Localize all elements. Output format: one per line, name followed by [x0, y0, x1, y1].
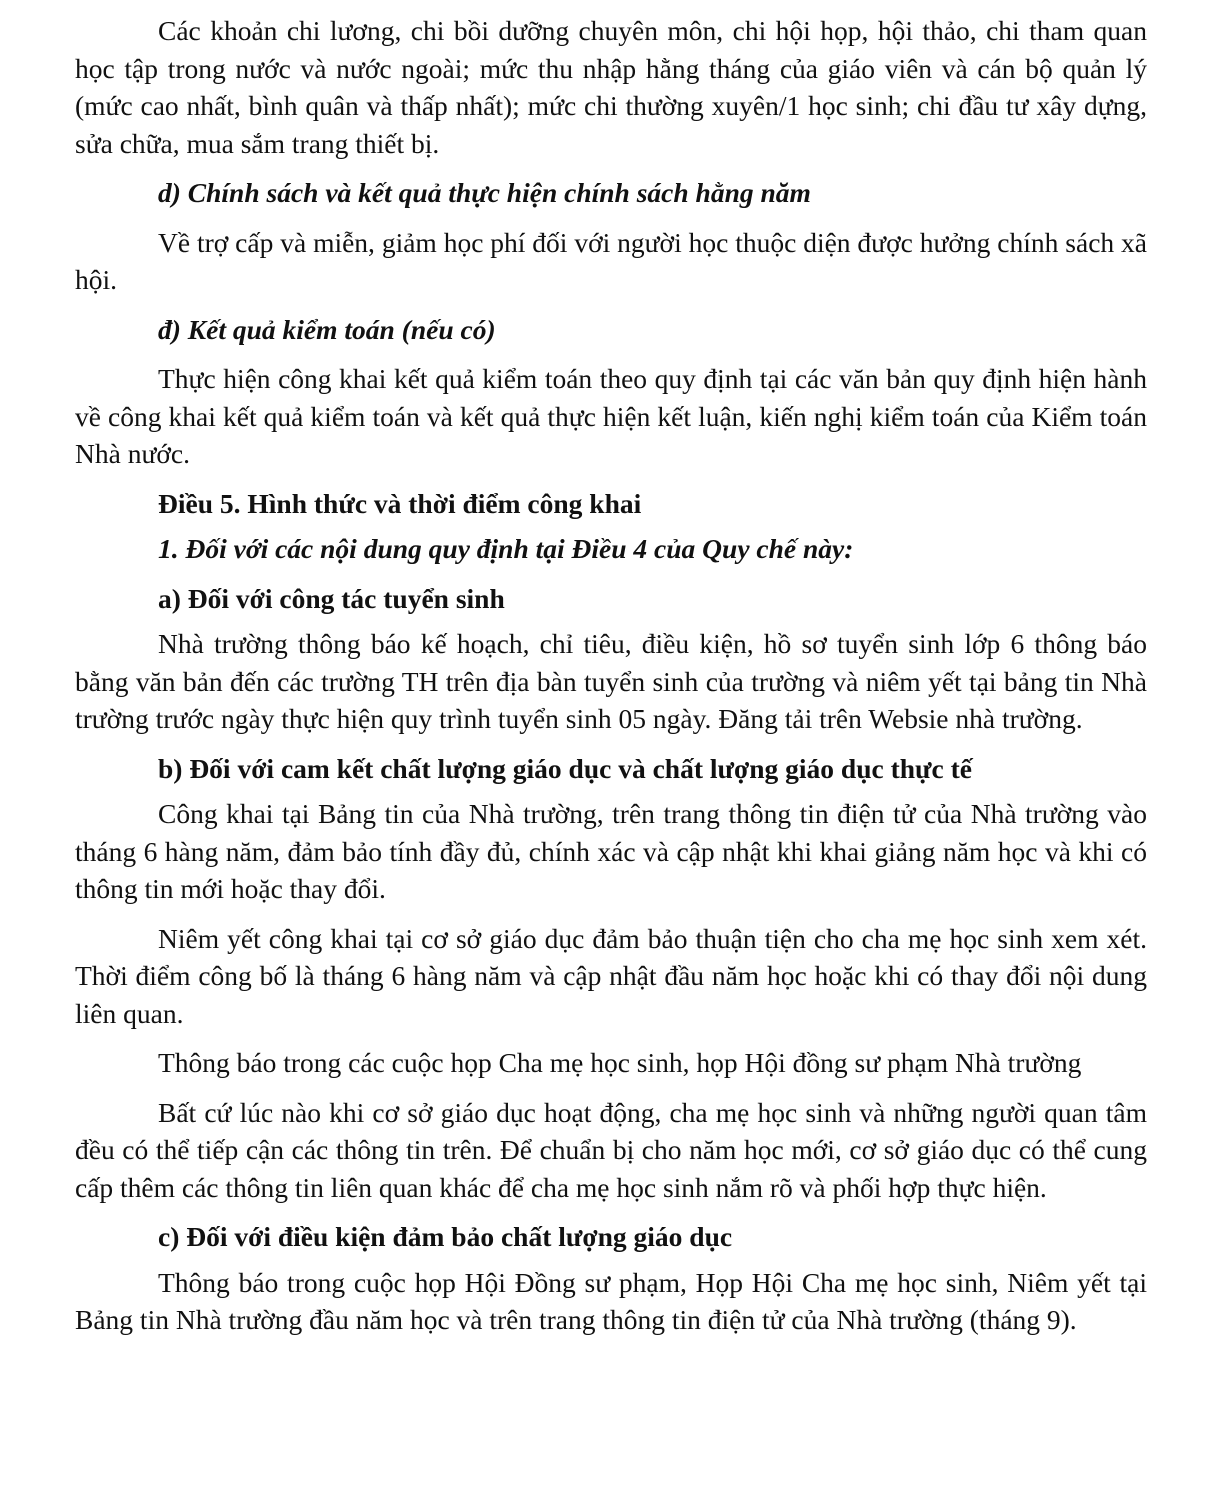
paragraph-meetings: Thông báo trong các cuộc họp Cha mẹ học sinh, họp Hội đồng sư phạm Nhà trường — [158, 1047, 1082, 1078]
paragraph-access: Bất cứ lúc nào khi cơ sở giáo dục hoạt động, cha mẹ học sinh và những người quan tâm đều có thể tiếp cận các thông tin trên. Để chuẩn bị cho năm học mới, cơ sở giáo dục có thể cung cấp thêm các thông tin liên quan khác để cha mẹ học sinh nắm rõ và phối hợp thực hiện. — [75, 1096, 1147, 1203]
heading-article-5: Điều 5. Hình thức và thời điểm công khai — [158, 487, 642, 519]
paragraph-expenditures: Các khoản chi lương, chi bồi dưỡng chuyên môn, chi hội họp, hội thảo, chi tham quan học tập trong nước và nước ngoài; mức thu nhập hằng tháng của giáo viên và cán bộ quản lý (mức cao nhất, bình quân và thấp nhất); mức chi thường xuyên/1 học sinh; chi đầu tư xây dựng, sửa chữa, mua sắm trang thiết bị. — [75, 15, 1147, 159]
paragraph-audit-results: Thực hiện công khai kết quả kiểm toán theo quy định tại các văn bản quy định hiện hành về công khai kết quả kiểm toán và kết quả thực hiện kết luận, kiến nghị kiểm toán của Kiểm toán Nhà nước. — [75, 363, 1147, 469]
paragraph-tuition-support: Về trợ cấp và miễn, giảm học phí đối với người học thuộc diện được hưởng chính sách xã hội. — [75, 226, 1147, 295]
heading-a-admissions: a) Đối với công tác tuyển sinh — [158, 582, 505, 614]
paragraph-quality-conditions: Thông báo trong cuộc họp Hội Đồng sư phạm, Họp Hội Cha mẹ học sinh, Niêm yết tại Bảng tin Nhà trường đầu năm học và trên trang thông tin điện tử của Nhà trường (tháng 9). — [75, 1266, 1147, 1335]
heading-dd-audit: đ) Kết quả kiểm toán (nếu có) — [158, 313, 496, 345]
heading-1-article-4-contents: 1. Đối với các nội dung quy định tại Điều 4 của Quy chế này: — [158, 533, 854, 564]
paragraph-public-posting: Niêm yết công khai tại cơ sở giáo dục đảm bảo thuận tiện cho cha mẹ học sinh xem xét. Thời điểm công bố là tháng 6 hàng năm và cập nhật đầu năm học hoặc khi có thay đổi nội dung liên quan. — [75, 922, 1147, 1029]
paragraph-bulletin-board: Công khai tại Bảng tin của Nhà trường, trên trang thông tin điện tử của Nhà trường vào tháng 6 hàng năm, đảm bảo tính đầy đủ, chính xác và cập nhật khi khai giảng năm học và khi có thông tin mới hoặc thay đổi. — [75, 798, 1147, 904]
heading-c-quality-conditions: c) Đối với điều kiện đảm bảo chất lượng giáo dục — [158, 1221, 733, 1252]
heading-d-policy: d) Chính sách và kết quả thực hiện chính sách hằng năm — [158, 177, 811, 208]
heading-b-quality-commitment: b) Đối với cam kết chất lượng giáo dục và chất lượng giáo dục thực tế — [158, 752, 973, 784]
document-page — [75, 12, 1147, 1351]
paragraph-admissions: Nhà trường thông báo kế hoạch, chỉ tiêu, điều kiện, hồ sơ tuyển sinh lớp 6 thông báo bằng văn bản đến các trường TH trên địa bàn tuyển sinh của trường và niêm yết tại bảng tin Nhà trường trước ngày thực hiện quy trình tuyển sinh 05 ngày. Đăng tải trên Websie nhà trường. — [75, 628, 1147, 734]
